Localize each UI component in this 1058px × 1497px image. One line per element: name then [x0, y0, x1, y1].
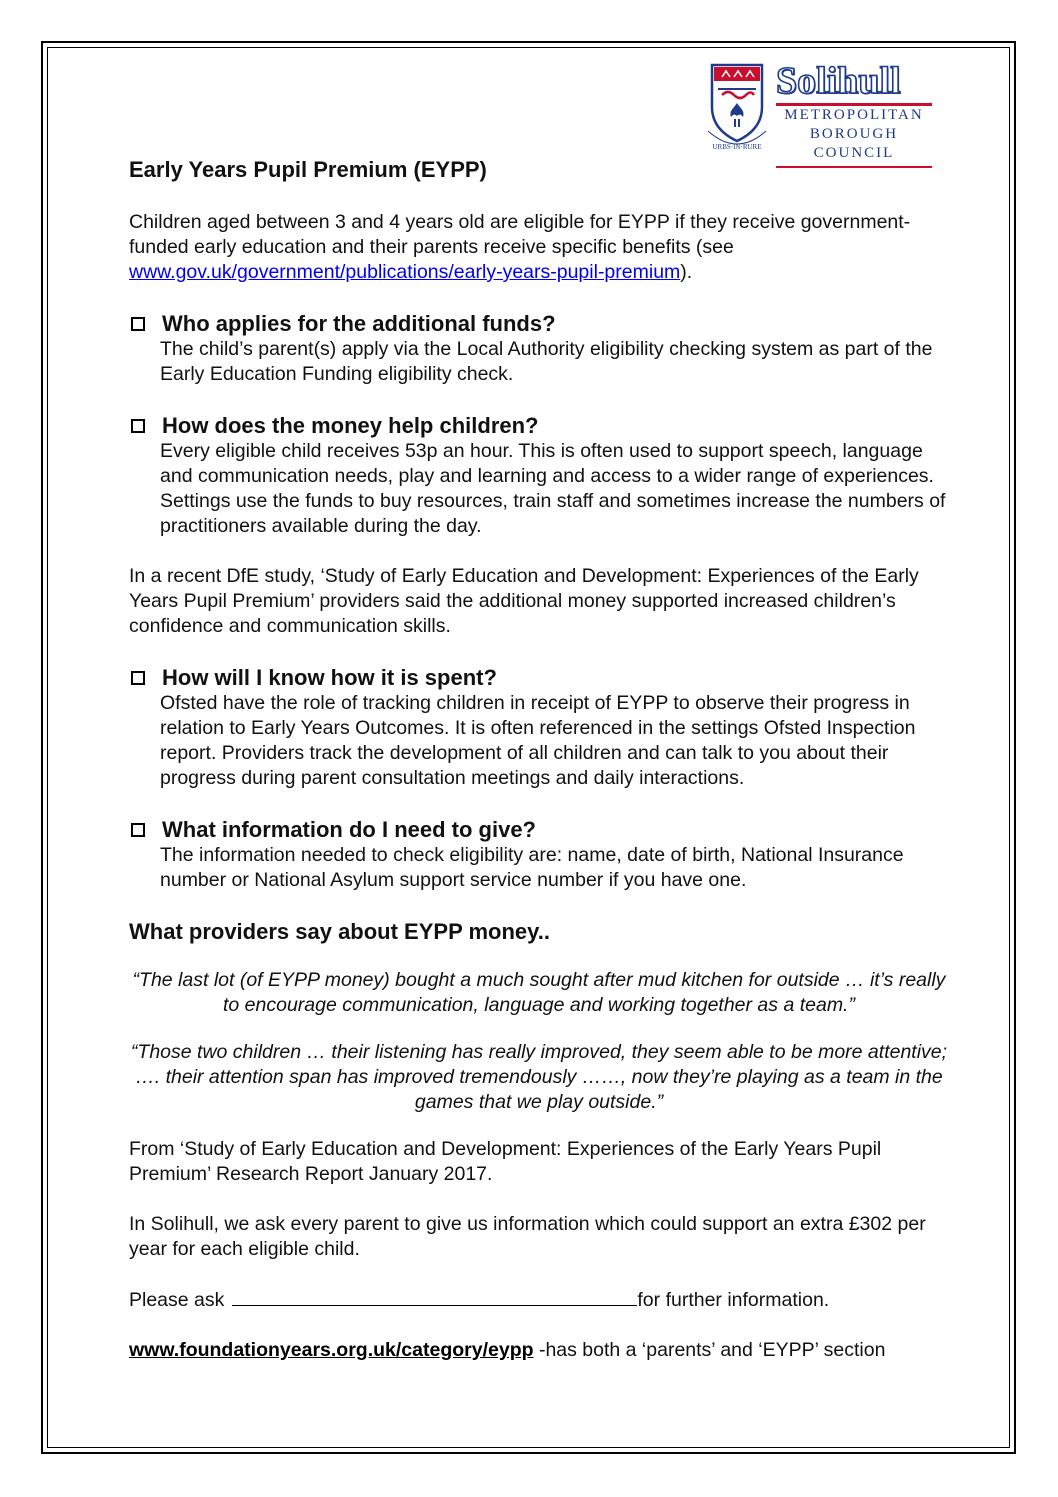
section-heading-how-spent	[129, 664, 949, 691]
section-title: Who applies for the additional funds?	[162, 311, 556, 336]
section-body-how-spent: Ofsted have the role of tracking children in receipt of EYPP to observe their progress in relation to Early Years Outcomes. It is often referenced in the settings Ofsted Inspection report. Providers track the development of all children and can talk to you about their progress during parent consultation meetings and daily interactions.	[160, 692, 916, 789]
please-ask-line	[129, 1287, 949, 1313]
contact-blank-line[interactable]	[232, 1287, 637, 1306]
section-title: How does the money help children?	[162, 413, 539, 438]
provider-quote-2: “Those two children … their listening has really improved, they seem able to be more attentive; …. their attention span has improved tremendously ……, now they’re playing as a team in the games that we play outside.”	[130, 1041, 948, 1113]
section-title: How will I know how it is spent?	[162, 665, 497, 690]
solihull-paragraph: In Solihull, we ask every parent to give us information which could support an extra £302 per year for each eligible child.	[129, 1213, 926, 1260]
checkbox-icon[interactable]	[131, 419, 145, 433]
section-heading-who-applies	[129, 310, 949, 337]
source-paragraph: From ‘Study of Early Education and Development: Experiences of the Early Years Pupil Premium’ Research Report January 2017.	[129, 1138, 882, 1185]
footer-paragraph	[129, 1338, 949, 1363]
council-logo	[702, 60, 932, 161]
section-body-information: The information needed to check eligibility are: name, date of birth, National Insurance number or National Asylum support service number if you have one.	[160, 844, 904, 891]
section-heading-money-help	[129, 412, 949, 439]
intro-text: Children aged between 3 and 4 years old are eligible for EYPP if they receive government-funded early education and their parents receive specific benefits (see	[129, 211, 911, 258]
logo-motto: URBS·IN·RURE	[712, 143, 762, 151]
page-title: Early Years Pupil Premium (EYPP)	[129, 157, 487, 182]
logo-line-2: BOROUGH COUNCIL	[809, 126, 899, 161]
please-ask-before: Please ask	[129, 1289, 225, 1311]
logo-wordmark	[776, 61, 932, 168]
providers-heading: What providers say about EYPP money..	[129, 919, 550, 944]
checkbox-icon[interactable]	[131, 671, 145, 685]
checkbox-icon[interactable]	[131, 317, 145, 331]
checkbox-icon[interactable]	[131, 823, 145, 837]
foundation-years-link[interactable]: www.foundationyears.org.uk/category/eypp	[129, 1339, 534, 1361]
section-body-money-help: Every eligible child receives 53p an hour. This is often used to support speech, language and communication needs, play and learning and access to a wider range of experiences. Settings use the funds to buy resources, train staff and sometimes increase the numbers of practitioners available during the day.	[160, 440, 946, 537]
gov-uk-link[interactable]: www.gov.uk/government/publications/early-years-pupil-premium	[129, 261, 681, 283]
logo-name: Solihull	[776, 60, 901, 102]
logo-line-1: METROPOLITAN	[784, 107, 924, 123]
provider-quote-1: “The last lot (of EYPP money) bought a much sought after mud kitchen for outside … it’s really to encourage communication, language and working together as a team.”	[132, 969, 946, 1016]
intro-paragraph	[129, 210, 949, 285]
please-ask-after: for further information.	[637, 1289, 830, 1311]
document-body	[129, 155, 949, 1363]
study-paragraph: In a recent DfE study, ‘Study of Early Education and Development: Experiences of the Early Years Pupil Premium’ providers said the additional money supported increased children’s confidence and communication skills.	[129, 565, 919, 637]
section-body-who-applies: The child’s parent(s) apply via the Local Authority eligibility checking system as part of the Early Education Funding eligibility check.	[160, 338, 933, 385]
coat-of-arms-icon	[702, 61, 772, 151]
footer-text: -has both a ‘parents’ and ‘EYPP’ section	[533, 1339, 886, 1361]
section-heading-information	[129, 816, 949, 843]
section-title: What information do I need to give?	[162, 817, 536, 842]
intro-after: ).	[680, 261, 693, 283]
